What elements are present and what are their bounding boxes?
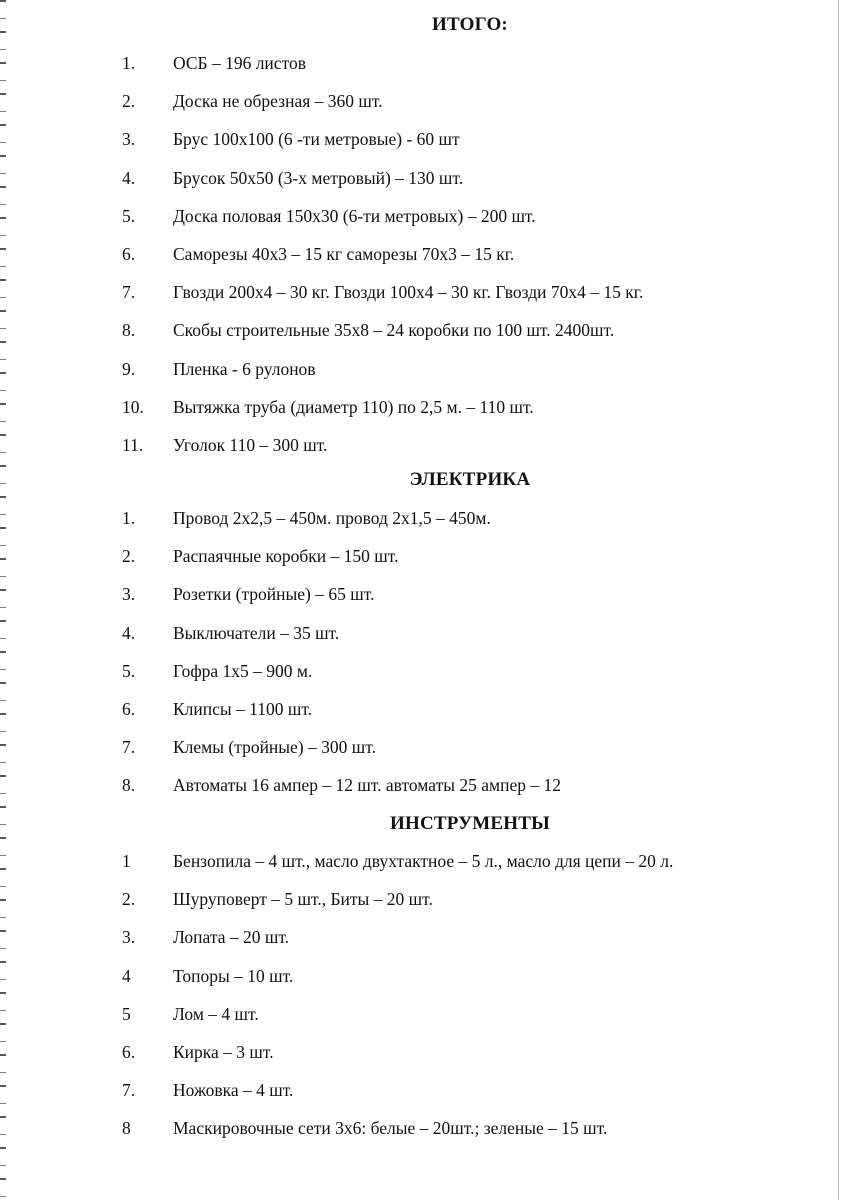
item-number: 2. [122, 91, 136, 112]
item-number: 4. [122, 622, 136, 643]
item-number: 1. [122, 53, 136, 73]
item-text: Доска не обрезная – 360 шт. [173, 91, 383, 112]
item-text: Шуруповерт – 5 шт., Биты – 20 шт. [173, 889, 433, 910]
item-text: Бензопила – 4 шт., масло двухтактное – 5 л., масло для цепи – 20 л. [173, 851, 674, 871]
item-text: Гофра 1х5 – 900 м. [173, 660, 313, 681]
item-number: 7. [122, 1080, 136, 1101]
scan-edge-marks [0, 0, 6, 1200]
item-text: Гвозди 200х4 – 30 кг. Гвозди 100х4 – 30 кг. Гвозди 70х4 – 15 кг. [173, 282, 644, 303]
item-number: 3. [122, 927, 136, 948]
item-text: Брус 100х100 (6 -ти метровые) - 60 шт [173, 129, 460, 150]
item-text: Саморезы 40х3 – 15 кг саморезы 70х3 – 15 кг. [173, 243, 515, 264]
item-text: Брусок 50х50 (3-х метровый) – 130 шт. [173, 167, 464, 188]
item-number: 3. [122, 584, 136, 605]
item-text: Лом – 4 шт. [173, 1003, 259, 1024]
section-title: ИНСТРУМЕНТЫ [390, 813, 550, 834]
item-number: 5. [122, 660, 136, 681]
item-text: Уголок 110 – 300 шт. [173, 434, 328, 455]
item-number: 3. [122, 129, 136, 150]
item-text: Выключатели – 35 шт. [173, 622, 340, 643]
scan-edge-line [838, 0, 839, 1200]
item-text: Скобы строительные 35х8 – 24 коробки по 100 шт. 2400шт. [173, 320, 615, 341]
item-text: Маскировочные сети 3х6: белые – 20шт.; зеленые – 15 шт. [173, 1118, 608, 1139]
item-number: 2. [122, 889, 136, 910]
item-number: 7. [122, 737, 136, 758]
item-text: Автоматы 16 ампер – 12 шт. автоматы 25 ампер – 12 [173, 775, 561, 796]
item-text: Распаячные коробки – 150 шт. [173, 546, 399, 567]
item-text: Доска половая 150х30 (6-ти метровых) – 200 шт. [173, 205, 536, 226]
item-number: 4 [122, 965, 131, 986]
item-text: Топоры – 10 шт. [173, 965, 294, 986]
item-text: Ножовка – 4 шт. [173, 1080, 294, 1101]
item-text: Лопата – 20 шт. [173, 927, 290, 948]
section-title: ЭЛЕКТРИКА [409, 469, 531, 490]
item-number: 2. [122, 546, 136, 567]
item-number: 10. [122, 396, 144, 417]
item-number: 4. [122, 167, 136, 188]
item-number: 8. [122, 775, 136, 796]
item-number: 5 [122, 1003, 131, 1024]
item-number: 11. [122, 434, 144, 455]
item-text: Пленка - 6 рулонов [173, 358, 316, 379]
item-number: 1 [122, 851, 131, 871]
item-number: 1. [122, 508, 136, 528]
item-text: Клипсы – 1100 шт. [173, 698, 313, 719]
item-number: 6. [122, 243, 136, 264]
item-number: 7. [122, 282, 136, 303]
section-title: ИТОГО: [432, 14, 508, 35]
item-text: Вытяжка труба (диаметр 110) по 2,5 м. – 110 шт. [173, 396, 534, 417]
item-text: Кирка – 3 шт. [173, 1041, 274, 1062]
item-text: Провод 2х2,5 – 450м. провод 2х1,5 – 450м. [173, 508, 491, 528]
item-text: ОСБ – 196 листов [173, 53, 306, 73]
item-number: 8 [122, 1118, 131, 1139]
item-number: 6. [122, 698, 136, 719]
item-number: 6. [122, 1041, 136, 1062]
item-text: Клемы (тройные) – 300 шт. [173, 737, 376, 758]
item-number: 9. [122, 358, 136, 379]
item-text: Розетки (тройные) – 65 шт. [173, 584, 375, 605]
item-number: 5. [122, 205, 136, 226]
item-number: 8. [122, 320, 136, 341]
